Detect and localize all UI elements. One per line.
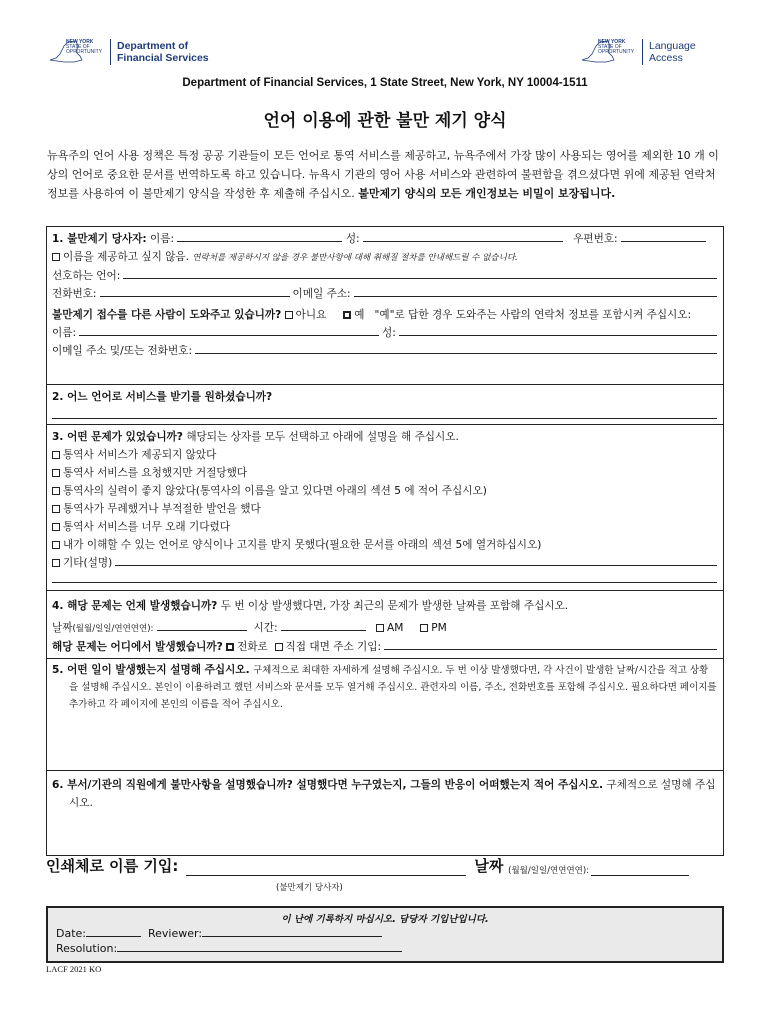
- language-access-logo: [578, 38, 696, 66]
- other-explanation-field[interactable]: [115, 554, 717, 566]
- zip-field[interactable]: [621, 230, 706, 242]
- form-code: LACF 2021 KO: [46, 964, 102, 974]
- section-3: 3. 어떤 문제가 있었습니까? 해당되는 상자를 모두 선택하고 아래에 설명을 해 주십시오. 통역사 서비스가 제공되지 않았다 통역사 서비스를 요청했지만 거절당했다 통역사의 실력이 좋지 않았다(통역사의 이름을 알고 있다면 아래의 섹션 5 에 적어 주십시오) 통역사가 무례했거나 부적절한 발언을 했다 통역사 서비스를 너무 오래 기다렸다 내가 이해할 수 있는 언어로 양식이나 고지를 받지 못했다(필요한 문서를 아래의 섹션 5에 열거하십시오) 기타(설명): [47, 425, 723, 591]
- staff-use-box: 이 난에 기록하지 마십시오. 담당자 기입난입니다. Date: Reviewer: Resolution:: [46, 906, 724, 963]
- problem-checkbox[interactable]: [52, 541, 60, 549]
- problem-option[interactable]: 내가 이해할 수 있는 언어로 양식이나 고지를 받지 못했다(필요한 문서를 아래의 섹션 5에 열거하십시오): [52, 536, 717, 554]
- signature-block: 인쇄체로 이름 기입: 날짜 (월월/일일/연연연연): (불만제기 당사자): [46, 855, 724, 876]
- pm-checkbox[interactable]: [420, 624, 428, 632]
- preferred-service-language-field[interactable]: [52, 406, 717, 419]
- help-no-checkbox[interactable]: [285, 311, 293, 319]
- last-name-field[interactable]: [363, 230, 563, 242]
- section-5: 5. 어떤 일이 발생했는지 설명해 주십시오. 구체적으로 최대한 자세하게 설명해 주십시오. 두 번 이상 발생했다면, 각 사건이 발생한 날짜/시간을 적고 상황을 설명해 주십시오. 본인이 이용하려고 했던 서비스와 문서를 모두 열거해 주십시오. 관련자의 이름, 주소, 전화번호를 포함해 주십시오. 필요하다면 페이지를 추가하고 각 페이지에 본인의 이름을 적어 주십시오.: [47, 659, 723, 771]
- problem-checkbox[interactable]: [52, 451, 60, 459]
- problem-checkbox[interactable]: [52, 505, 60, 513]
- dfs-line2: Financial Services: [117, 52, 209, 64]
- problem-option[interactable]: 통역사 서비스가 제공되지 않았다: [52, 446, 717, 464]
- intro-paragraph: 뉴욕주의 언어 사용 정책은 특정 공공 기관들이 모든 언어로 통역 서비스를 제공하고, 뉴욕주에서 가장 많이 사용되는 영어를 제외한 10 개 이상의 언어로 중요한 문서를 번역하도록 하고 있습니다. 뉴욕시 기관의 영어 사용 서비스와 관련하여 불편함을 겪으셨다면 위에 제공된 연락처 정보를 사용하여 이 불만제기 양식을 작성한 후 제출해 주십시오. 불만제기 양식의 모든 개인정보는 비밀이 보장됩니다.: [47, 149, 719, 200]
- problem-checkbox[interactable]: [52, 487, 60, 495]
- problem-option[interactable]: 통역사의 실력이 좋지 않았다(통역사의 이름을 알고 있다면 아래의 섹션 5 에 적어 주십시오): [52, 482, 717, 500]
- nys-map-icon: NEW YORK STATE OF OPPORTUNITY: [578, 38, 636, 66]
- print-name-field[interactable]: [186, 861, 466, 876]
- problem-checkbox[interactable]: [52, 523, 60, 531]
- problem-option[interactable]: 통역사가 무례했거나 부적절한 발언을 했다: [52, 500, 717, 518]
- problem-option-other[interactable]: 기타(설명): [52, 554, 717, 572]
- problem-option[interactable]: 통역사 서비스를 너무 오래 기다렸다: [52, 518, 717, 536]
- by-phone-checkbox[interactable]: [226, 643, 234, 651]
- incident-time-field[interactable]: [281, 619, 366, 631]
- department-address: Department of Financial Services, 1 State Street, New York, NY 10004-1511: [182, 77, 588, 89]
- in-person-address-field[interactable]: [384, 638, 717, 650]
- la-line2: Access: [649, 52, 683, 64]
- no-name-checkbox[interactable]: [52, 253, 60, 261]
- signature-sub: (불만제기 당사자): [276, 883, 343, 893]
- signature-date-field[interactable]: [591, 865, 689, 876]
- section-1: 1. 불만제기 당사자: 이름: 성: 우편번호: 이름을 제공하고 싶지 않음. 연락처를 제공하시지 않을 경우 불만사항에 대해 취해질 절차를 안내해드릴 수 없습니다. 선호하는 언어: 전화번호: 이메일 주소: 불만제기 접수를 다른 사람이 도와주고 있습니까? 아니요 예 "예"로 답한 경우 도와주는 사람의 연락처 정보를 포함시켜 주십시오: 이름: 성: 이메일 주소 및/또는 전화번호:: [47, 227, 723, 385]
- incident-date-field[interactable]: [157, 619, 247, 631]
- other-explanation-line[interactable]: [52, 570, 717, 583]
- staff-note: 이 난에 기록하지 마십시오. 담당자 기입난입니다.: [281, 914, 489, 925]
- help-yes-checkbox[interactable]: [343, 311, 351, 319]
- reviewer-field[interactable]: [202, 925, 382, 937]
- helper-last-name-field[interactable]: [399, 324, 717, 336]
- preferred-language-field[interactable]: [123, 267, 717, 279]
- nys-map-icon: NEW YORK STATE OF OPPORTUNITY: [46, 38, 104, 66]
- resolution-field[interactable]: [117, 940, 402, 952]
- helper-contact-field[interactable]: [195, 342, 717, 354]
- dfs-logo: [46, 38, 209, 66]
- section-6: 6. 부서/기관의 직원에게 불만사항을 설명했습니까? 설명했다면 누구였는지, 그들의 반응이 어떠했는지 적어 주십시오. 구체적으로 설명해 주십시오.: [52, 779, 716, 809]
- problem-checkbox[interactable]: [52, 469, 60, 477]
- section-4: 4. 해당 문제는 언제 발생했습니까? 두 번 이상 발생했다면, 가장 최근의 문제가 발생한 날짜를 포함해 주십시오. 날짜(월월/일일/연연연연): 시간: AM PM 해당 문제는 어디에서 발생했습니까? 전화로 직접 대면 주소 기입:: [47, 591, 723, 659]
- phone-field[interactable]: [100, 285, 290, 297]
- page-title: 언어 이용에 관한 불만 제기 양식: [263, 111, 507, 131]
- helper-first-name-field[interactable]: [79, 324, 379, 336]
- staff-date-field[interactable]: [86, 925, 141, 937]
- complaint-form: [46, 226, 724, 856]
- problem-checkbox[interactable]: [52, 559, 60, 567]
- email-field[interactable]: [354, 285, 717, 297]
- in-person-checkbox[interactable]: [275, 643, 283, 651]
- am-checkbox[interactable]: [376, 624, 384, 632]
- problem-option[interactable]: 통역사 서비스를 요청했지만 거절당했다: [52, 464, 717, 482]
- section-2: 2. 어느 언어로 서비스를 받기를 원하셨습니까?: [47, 385, 723, 425]
- la-line1: Language: [649, 40, 696, 52]
- dfs-line1: Department of: [117, 40, 189, 52]
- first-name-field[interactable]: [177, 230, 342, 242]
